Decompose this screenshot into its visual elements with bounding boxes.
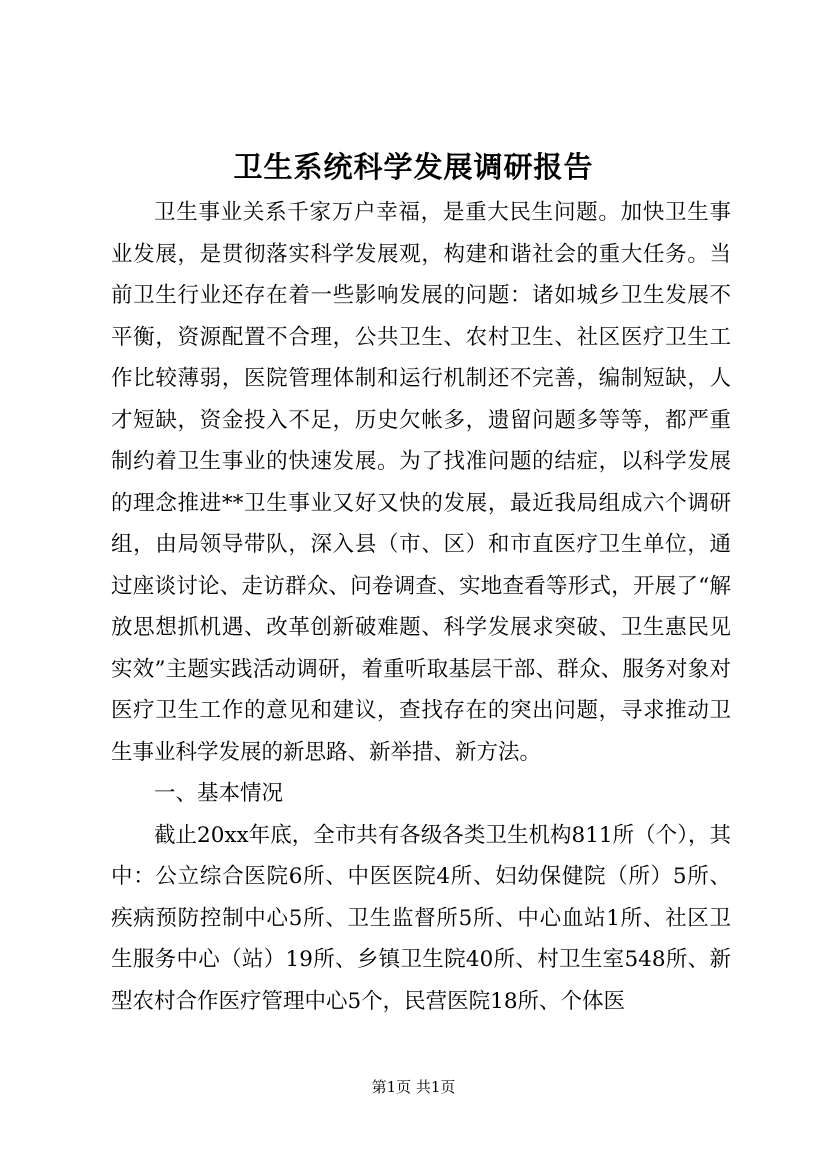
- document-title: 卫生系统科学发展调研报告: [233, 150, 594, 184]
- page-footer: 第1页 共1页: [371, 1078, 456, 1096]
- paragraph-intro: 卫生事业关系千家万户幸福，是重大民生问题。加快卫生事业发展，是贯彻落实科学发展观，构建和谐社会的重大任务。当前卫生行业还存在着一些影响发展的问题：诸如城乡卫生发展不平衡，资源配置不合理，公共卫生、农村卫生、社区医疗卫生工作比较薄弱，医院管理体制和运行机制还不完善，编制短缺，人才短缺，资金投入不足，历史欠帐多，遗留问题多等等，都严重制约着卫生事业的快速发展。为了找准问题的结症，以科学发展的理念推进**卫生事业又好又快的发展，最近我局组成六个调研组，由局领导带队，深入县（市、区）和市直医疗卫生单位，通过座谈讨论、走访群众、问卷调查、实地查看等形式，开展了“解放思想抓机遇、改革创新破难题、科学发展求突破、卫生惠民见实效”主题实践活动调研，着重听取基层干部、群众、服务对象对医疗卫生工作的意见和建议，查找存在的突出问题，寻求推动卫生事业科学发展的新思路、新举措、新方法。: [111, 200, 731, 765]
- paragraph-statistics: 截止20xx年底，全市共有各级各类卫生机构811所（个），其中：公立综合医院6所、中医医院4所、妇幼保健院（所）5所、疾病预防控制中心5所、卫生监督所5所、中心血站1所、社区卫生服务中心（站）19所、乡镇卫生院40所、村卫生室548所、新型农村合作医疗管理中心5个，民营医院18所、个体医: [111, 822, 731, 1014]
- section-heading-basic-situation: 一、基本情况: [154, 781, 284, 806]
- document-body: [111, 192, 731, 1022]
